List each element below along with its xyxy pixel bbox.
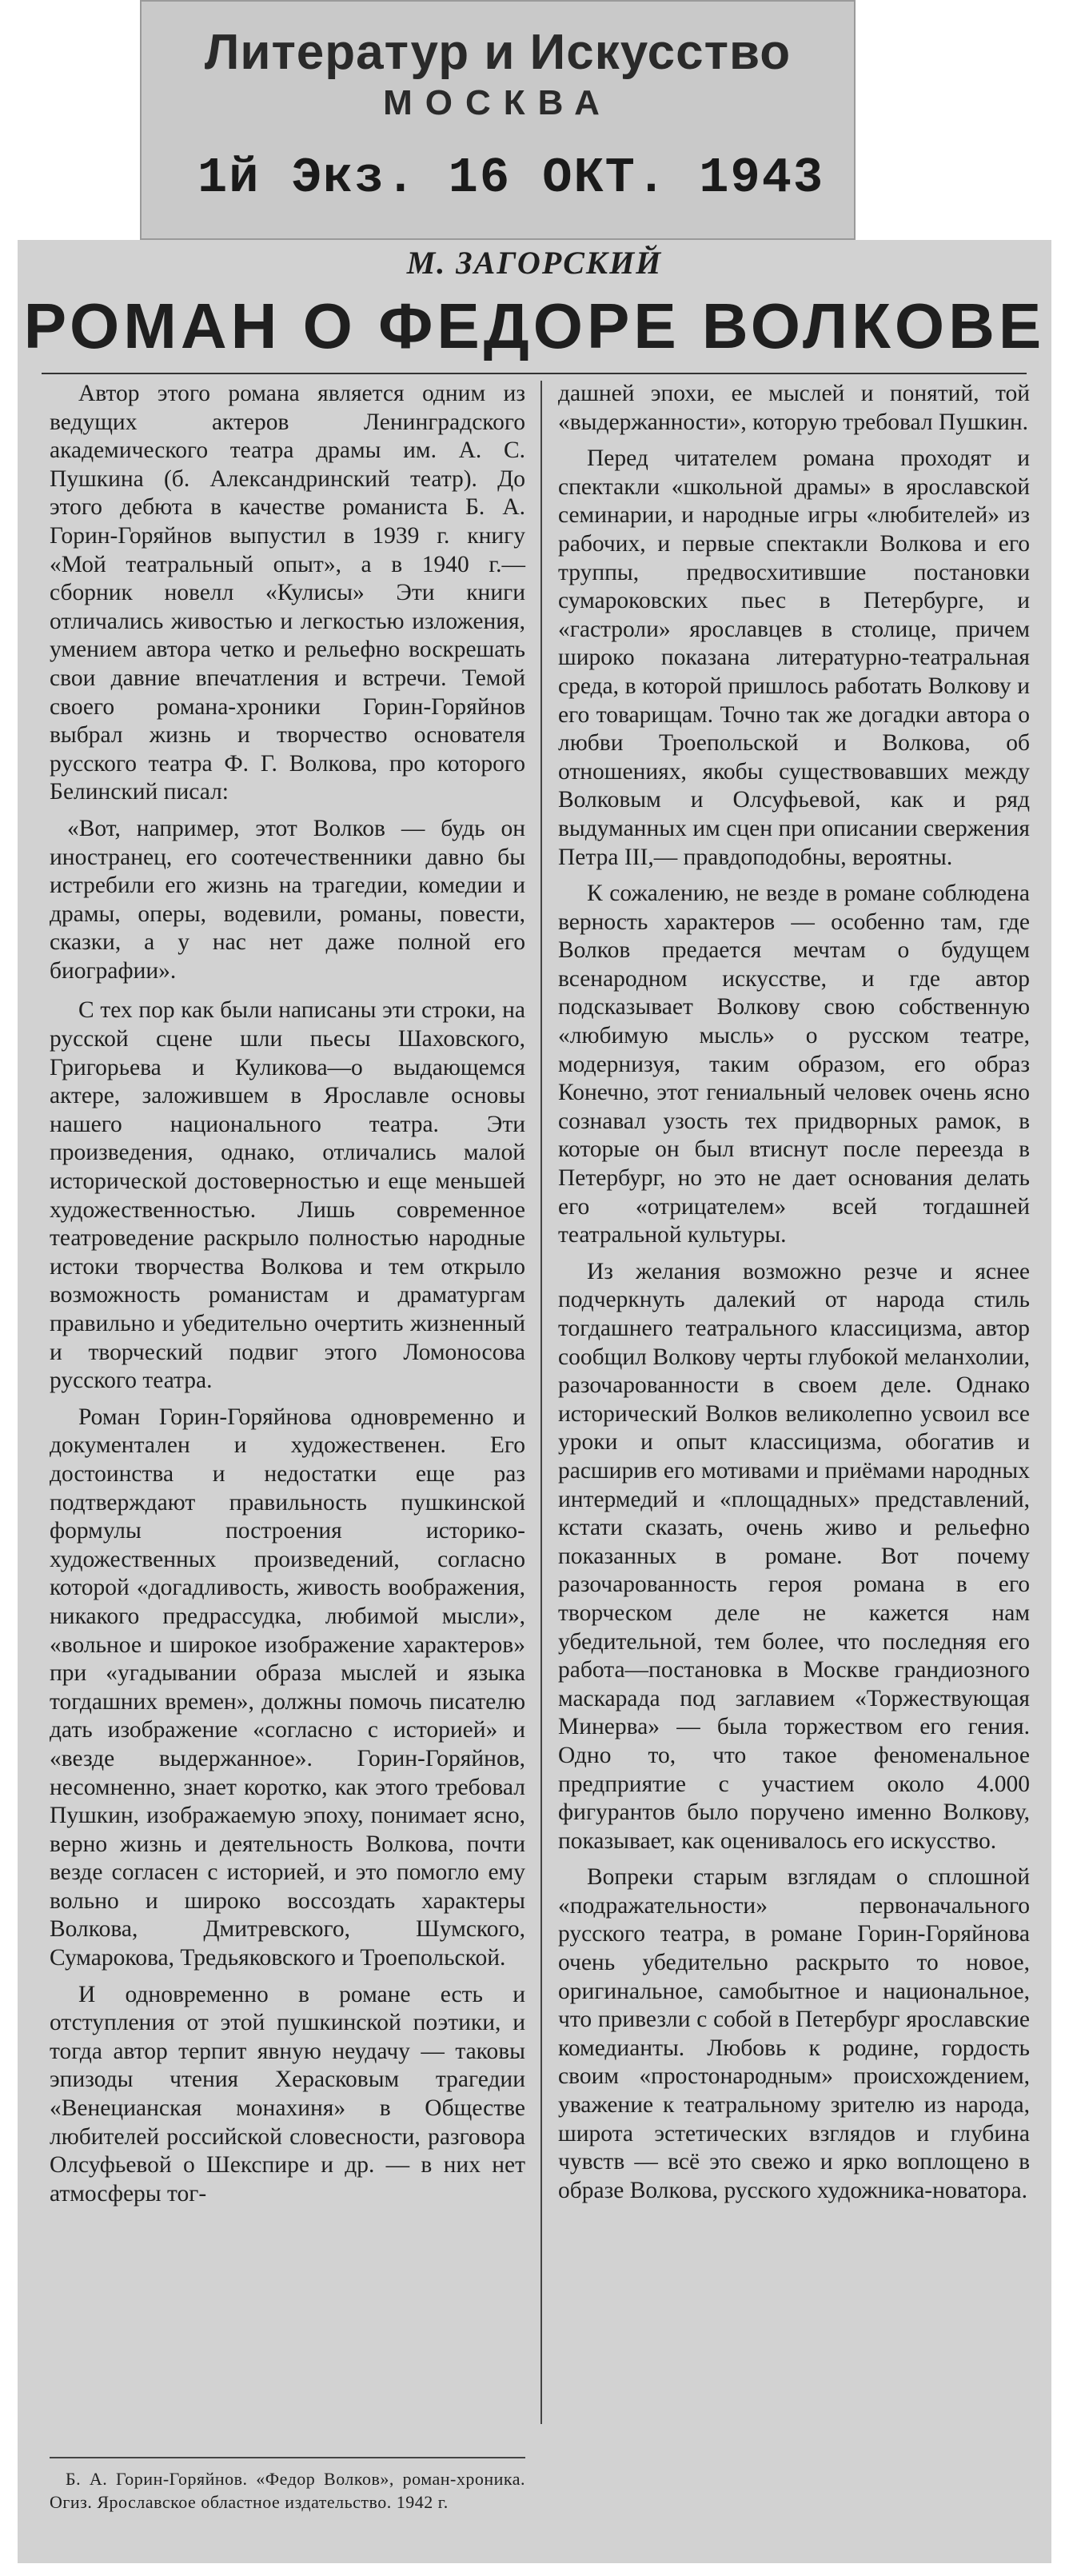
paragraph: И одновременно в романе есть и отступления от этой пушкинской поэтики, и тогда автор терпит явную неудачу — таковы эпизоды чтения Херасковым трагедии «Венецианская монахиня» в Обществе любителей российской словесности, разговора Олсуфьевой о Шекспире и др. — в них нет атмосферы тог- <box>50 1981 525 2207</box>
article-title: РОМАН О ФЕДОРЕ ВОЛКОВЕ <box>23 290 1046 361</box>
paragraph: Роман Горин-Горяйнова одновременно и документален и художественен. Его достоинства и недостатки еще раз подтверждают правильность пушкинской формулы построения историко-художественных произведений, согласно которой «догадливость, живость воображения, никакого предрассудка, любимой мысли», «вольное и широкое изображение характеров» при «угадывании образа мыслей и языка тогдашних времен», должны помочь писателю дать изображение «согласно с историей» и «везде выдержанное». Горин-Горяйнов, несомненно, знает коротко, как этого требовал Пушкин, изображаемую эпоху, понимает ясно, верно жизнь и деятельность Волкова, почти везде согласен с историей, и это помогло ему вольно и широко воссоздать характеры Волкова, Дмитревского, Шумского, Сумарокова, Тредьяковского и Троепольской. <box>50 1404 525 1971</box>
newspaper-clipping <box>18 240 1051 2563</box>
paragraph: С тех пор как были написаны эти строки, на русской сцене шли пьесы Шаховского, Григорьева и Куликова—о выдающемся актере, заложившем в Ярославле основы нашего национального театра. Эти произведения, однако, отличались малой исторической достоверностью и еще меньшей художественностью. Лишь современное театроведение раскрыло полностью народные истоки творчества Волкова и тем открыло возможность романистам и драматургам правильно и убедительно очертить жизненный и творческий подвиг этого Ломоносова русского театра. <box>50 997 525 1394</box>
stamp-newspaper-name: Литератур и Искусство <box>204 25 792 80</box>
quote-paragraph: «Вот, например, этот Волков — будь он иностранец, его соотечественники давно бы истребили его жизнь на трагедии, комедии и драмы, оперы, водевили, романы, повести, сказки, а у нас нет даже полной его биографии». <box>50 815 525 984</box>
library-stamp <box>140 0 856 240</box>
stamp-copy-date: 1й Экз. 16 ОКТ. 1943 <box>197 150 825 206</box>
article-author: М. ЗАГОРСКИЙ <box>406 245 663 281</box>
footnote-rule <box>50 2457 525 2458</box>
title-rule <box>42 373 1027 374</box>
stamp-city: МОСКВА <box>383 83 612 122</box>
right-column <box>558 380 1030 2213</box>
paragraph: Автор этого романа является одним из ведущих актеров Ленинградского академического театра драмы им. А. С. Пушкина (б. Александринский театр). До этого дебюта в качестве романиста Б. А. Горин-Горяйнов выпустил в 1939 г. книгу «Мой театральный опыт», а в 1940 г.—сборник новелл «Кулисы» Эти книги отличались живостью и легкостью изложения, умением автора четко и рельефно воскрешать свои давние впечатления и встречи. Темой своего романа-хроники Горин-Горяйнов выбрал жизнь и творчество основателя русского театра Ф. Г. Волкова, про которого Белинский писал: <box>50 381 525 805</box>
paragraph: Вопреки старым взглядам о сплошной «подражательности» первоначального русского театра, в романе Горин-Горяйнова очень убедительно раскрыто то новое, оригинальное, самобытное и национальное, что привезли с собой в Петербург ярославские комедианты. Любовь к родине, гордость своим «простонародным» происхождением, уважение к театральному зрителю из народа, широта эстетических взглядов и глубина чувств — всё это свежо и ярко воплощено в образе Волкова, русского художника-новатора. <box>558 1864 1030 2203</box>
paragraph-continuation: дашней эпохи, ее мыслей и понятий, той «выдержанности», которую требовал Пушкин. <box>558 381 1030 435</box>
column-divider <box>540 381 542 2424</box>
left-column <box>50 380 525 2216</box>
paragraph: Перед читателем романа проходят и спектакли «школьной драмы» в ярославской семинарии, и народные игры «любителей» из рабочих, и первые спектакли Волкова и его труппы, предвосхитившие постановки сумароковских пьес в Петербурге, и «гастроли» ярославцев в столице, причем широко показана литературно-театральная среда, в которой пришлось работать Волкову и его товарищам. Точно так же догадки автора о любви Троепольской и Волкова, об отношениях, якобы существовавших между Волковым и Олсуфьевой, как и ряд выдуманных им сцен при описании свержения Петра III,— правдоподобны, вероятны. <box>558 445 1030 870</box>
footnote: Б. А. Горин-Горяйнов. «Федор Волков», роман-хроника. Огиз. Ярославское областное издательство. 1942 г. <box>50 2469 525 2512</box>
paragraph: К сожалению, не везде в романе соблюдена верность характеров — особенно там, где Волков предается мечтам о будущем всенародном искусстве, и где автор подсказывает Волкову свою собственную «любимую мысль» о русском театре, модернизуя, таким образом, его образ Конечно, этот гениальный человек очень ясно сознавал узость тех придворных рамок, в которые он был втиснут после переезда в Петербург, но это не дает основания делать его «отрицателем» всей тогдашней театральной культуры. <box>558 881 1030 1248</box>
paragraph: Из желания возможно резче и яснее подчеркнуть далекий от народа стиль тогдашнего театрального классицизма, автор сообщил Волкову черты глубокой меланхолии, разочарованности в своем деле. Однако исторический Волков великолепно усвоил все уроки и опыт классицизма, обогатив и расширив его мотивами и приёмами народных интермедий и «площадных» представлений, кстати сказать, очень живо и рельефно показанных в романе. Вот почему разочарованность героя романа в его творческом деле не кажется нам убедительной, тем более, что последняя его работа—постановка в Москве грандиозного маскарада под заглавием «Торжествующая Минерва» — была торжеством его гения. Одно то, что такое феноменальное предприятие с участием около 4.000 фигурантов было поручено именно Волкову, показывает, как оценивалось его искусство. <box>558 1258 1030 1854</box>
